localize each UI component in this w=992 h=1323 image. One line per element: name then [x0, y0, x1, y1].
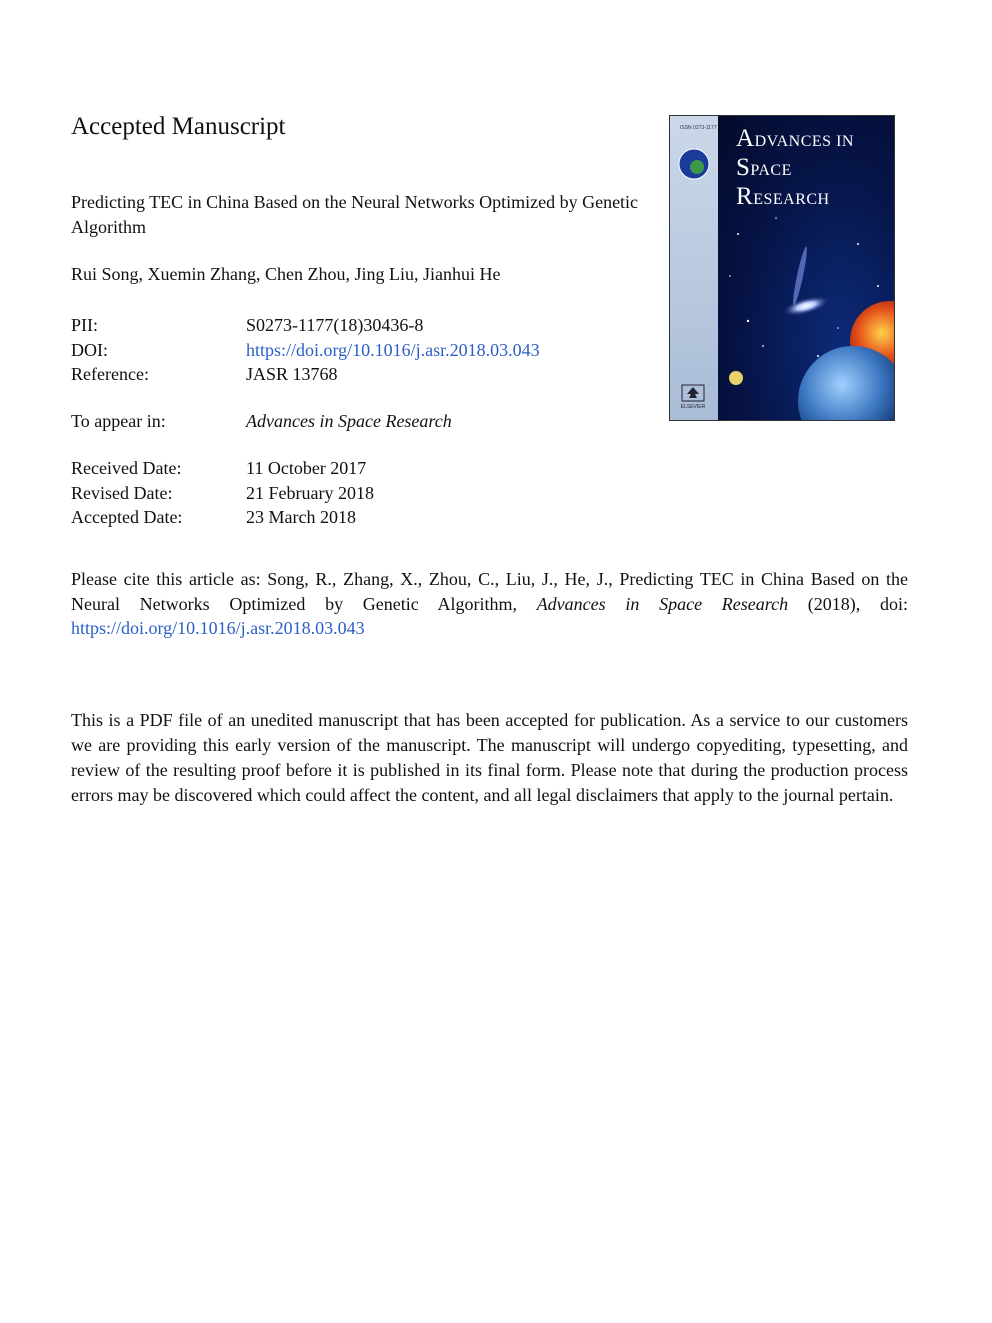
doi-row [71, 338, 540, 363]
authors: Rui Song, Xuemin Zhang, Chen Zhou, Jing Liu, Jianhui He [71, 264, 501, 284]
galaxy-shape [781, 292, 832, 320]
elsevier-logo [678, 384, 708, 410]
manuscript-notice: This is a PDF file of an unedited manuscript that has been accepted for publication. As a service to our customers we are providing this early version of the manuscript. The manuscript will undergo copyediting, typesetting, and review of the resulting proof before it is published in its final form. Please note that during the production process errors may be discovered which could affect the content, and all legal disclaimers that apply to the journal pertain. [71, 710, 908, 805]
pii-value: S0273-1177(18)30436-8 [246, 315, 424, 335]
citation-prefix: Please cite this article as: Song, R., Zhang, X., Zhou, C., Liu, J., He, J., Predicting TEC in China Based on the Neural Networks Optimized by Genetic Algorithm, [71, 569, 908, 614]
publisher-name: ELSEVIER [680, 404, 706, 410]
cover-issn: ISSN 0273-1177 [680, 125, 717, 131]
cover-journal-title: ADVANCES IN SPACE RESEARCH [736, 125, 854, 210]
revised-value: 21 February 2018 [246, 482, 374, 503]
cospar-logo-icon [678, 148, 710, 180]
received-label: Received Date: [71, 458, 182, 478]
appear-label: To appear in: [71, 411, 166, 431]
citation-doi-link[interactable]: https://doi.org/10.1016/j.asr.2018.03.043 [71, 618, 365, 638]
received-row [71, 456, 374, 481]
pii-row [71, 313, 540, 338]
accepted-label: Accepted Date: [71, 507, 183, 527]
appear-in [71, 409, 452, 434]
page-title: Accepted Manuscript [71, 113, 286, 140]
article-title: Predicting TEC in China Based on the Neural Networks Optimized by Genetic Algorithm [71, 192, 639, 237]
reference-row [71, 362, 540, 387]
identifier-list [71, 313, 540, 387]
revised-row [71, 481, 374, 506]
citation-journal: Advances in Space Research [536, 593, 789, 614]
earth-shape [798, 346, 895, 421]
revised-label: Revised Date: [71, 482, 173, 503]
comet-shape [791, 246, 809, 306]
reference-label: Reference: [71, 364, 149, 384]
accepted-row [71, 505, 374, 530]
doi-link[interactable]: https://doi.org/10.1016/j.asr.2018.03.043 [246, 339, 540, 360]
date-list [71, 456, 374, 530]
planet-shape [729, 371, 743, 385]
reference-value: JASR 13768 [246, 364, 338, 384]
elsevier-tree-icon [681, 384, 705, 402]
journal-name: Advances in Space Research [246, 411, 452, 431]
journal-cover [669, 115, 895, 421]
pii-label: PII: [71, 315, 98, 335]
doi-label: DOI: [71, 339, 108, 360]
citation [71, 567, 908, 641]
citation-suffix: (2018), doi: [788, 593, 908, 614]
received-value: 11 October 2017 [246, 458, 367, 478]
accepted-value: 23 March 2018 [246, 507, 356, 527]
